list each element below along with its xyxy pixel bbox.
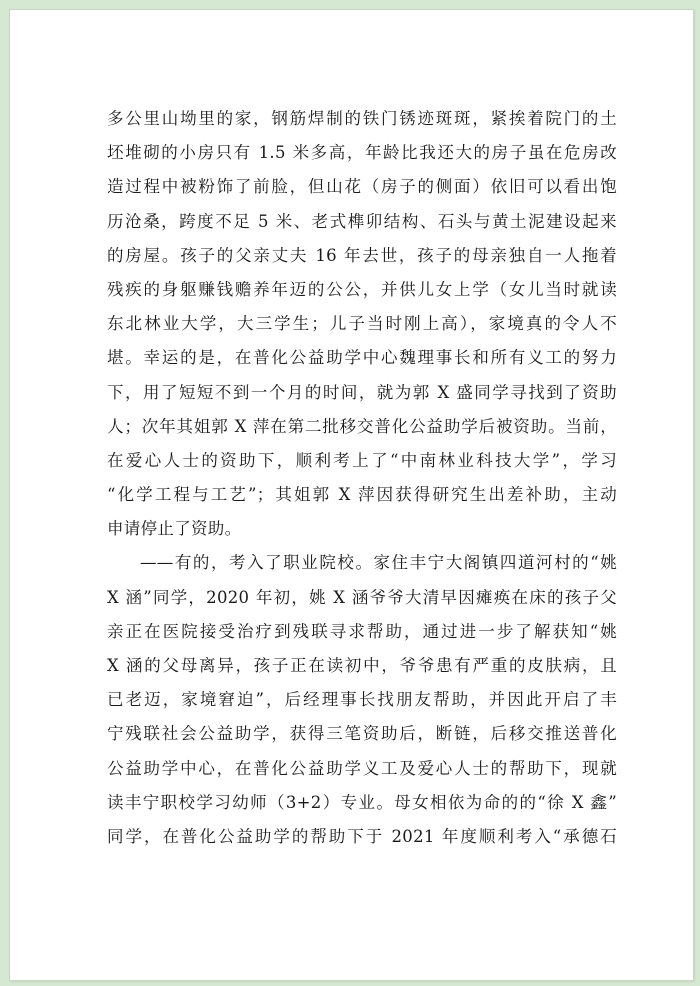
text-line-3: 造过程中被粉饰了前脸，但山花（房子的侧面）依旧可以看出饱 — [107, 177, 617, 197]
document-page — [9, 9, 694, 981]
text-line-12: “化学工程与工艺”；其姐郭 X 萍因获得研究生出差补助，主动 — [107, 485, 617, 505]
text-line-16: 亲正在医院接受治疗到残联寻求帮助，通过进一步了解获知“姚 — [107, 621, 617, 641]
text-line-14: ——有的，考入了职业院校。家住丰宁大阁镇四道河村的“姚 — [140, 553, 617, 573]
text-line-17: X 涵的父母离异，孩子正在读初中，爷爷患有严重的皮肤病，且 — [107, 656, 617, 675]
text-line-11: 在爱心人士的资助下，顺利考上了“中南林业科技大学”，学习 — [107, 450, 617, 470]
text-line-10: 人；次年其姐郭 X 萍在第二批移交普化公益助学后被资助。当前， — [107, 416, 617, 436]
text-line-8: 堪。幸运的是，在普化公益助学中心魏理事长和所有义工的努力 — [107, 348, 617, 368]
text-line-22: 同学，在普化公益助学的帮助下于 2021 年度顺利考入“承德石 — [107, 826, 617, 846]
text-line-6: 残疾的身躯赚钱赡养年迈的公公，并供儿女上学（女儿当时就读 — [107, 279, 617, 299]
body-text — [107, 102, 617, 854]
text-line-9: 下，用了短短不到一个月的时间，就为郭 X 盛同学寻找到了资助 — [107, 382, 617, 402]
text-line-4: 历沧桑，跨度不足 5 米、老式榫卯结构、石头与黄土泥建设起来 — [107, 211, 617, 231]
text-line-15: X 涵”同学，2020 年初，姚 X 涵爷爷大清早因瘫痪在床的孩子父 — [107, 587, 617, 607]
text-line-21: 读丰宁职校学习幼师（3+2）专业。母女相依为命的的“徐 X 鑫” — [107, 792, 617, 812]
text-line-20: 公益助学中心，在普化公益助学义工及爱心人士的帮助下，现就 — [107, 758, 617, 778]
text-line-1: 多公里山坳里的家，钢筋焊制的铁门锈迹斑斑，紧挨着院门的土 — [107, 109, 617, 128]
text-line-7: 东北林业大学，大三学生；儿子当时刚上高），家境真的令人不 — [107, 314, 617, 334]
text-line-5: 的房屋。孩子的父亲丈夫 16 年去世，孩子的母亲独自一人拖着 — [107, 245, 617, 265]
text-line-19: 宁残联社会公益助学，获得三笔资助后，断链，后移交推送普化 — [107, 724, 617, 744]
text-line-18: 已老迈，家境窘迫”，后经理事长找朋友帮助，并因此开启了丰 — [107, 690, 617, 710]
text-line-2: 坯堆砌的小房只有 1.5 米多高，年龄比我还大的房子虽在危房改 — [107, 143, 617, 163]
text-line-13: 申请停止了资助。 — [107, 519, 242, 539]
